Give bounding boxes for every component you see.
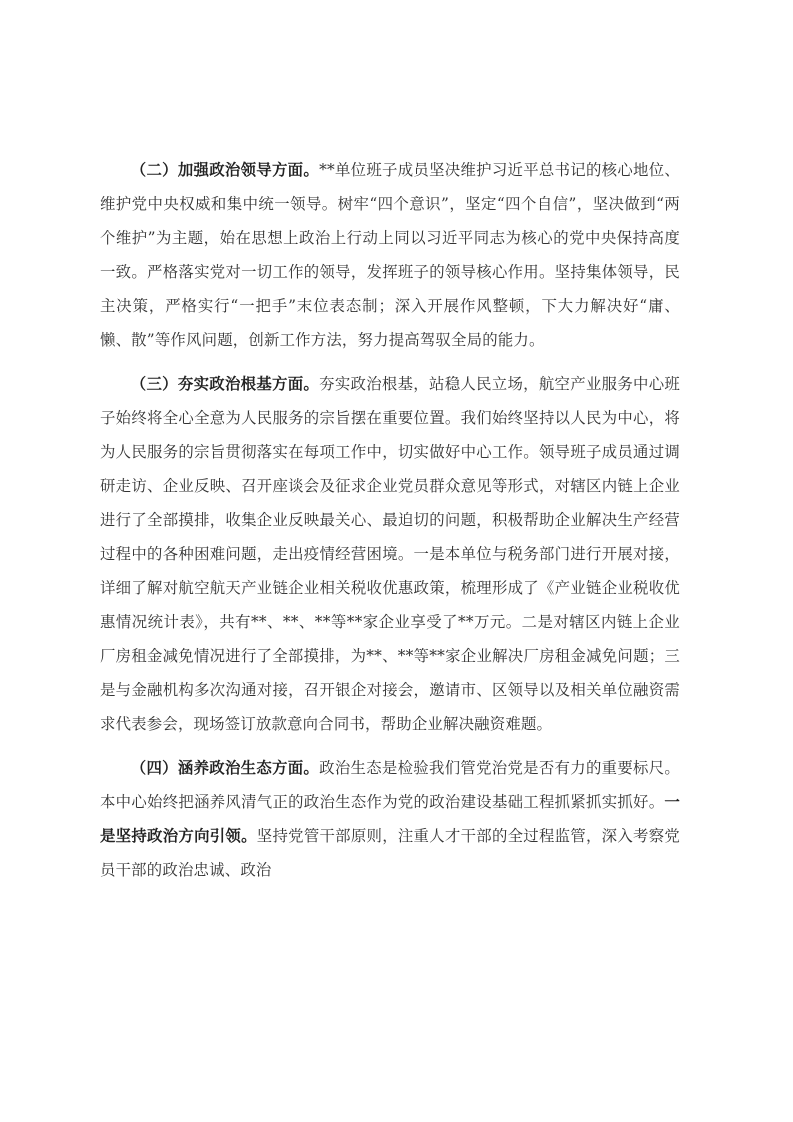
section-heading-4: （四）涵养政治生态方面。 [130,759,320,777]
paragraph-body: **单位班子成员坚决维护习近平总书记的核心地位、维护党中央权威和集中统一领导。树牢“四个意识”，坚定“四个自信”，坚决做到“两个维护”为主题，始在思想上政治上行动上同以习近平同志为核心的党中央保持高度一致。严格落实党对一切工作的领导，发挥班子的领导核心作用。坚持集体领导，民主决策，严格实行“一把手”末位表态制；深入开展作风整顿，下大力解决好“庸、懒、散”等作风问题，创新工作方法，努力提高驾驭全局的能力。 [100,161,680,349]
paragraph-body: 政治生态是检验我们管党治党是否有力的重要标尺。本中心始终把涵养风清气正的政治生态作为党的政治建设基础工程抓紧抓实抓好。 [100,759,681,811]
section-heading-2: （二）加强政治领导方面。 [130,161,320,179]
emphasis-text: 一是坚持政治方向引领。 [100,793,680,845]
paragraph-political-leadership [100,153,680,357]
section-heading-3: （三）夯实政治根基方面。 [130,375,320,393]
paragraph-tail: 坚持党管干部原则，注重人才干部的全过程监管，深入考察党员干部的政治忠诚、政治 [100,827,680,879]
paragraph-political-ecology [100,751,680,887]
document-page [100,153,680,897]
paragraph-political-foundation [100,367,680,741]
paragraph-body: 夯实政治根基，站稳人民立场，航空产业服务中心班子始终将全心全意为人民服务的宗旨摆在重要位置。我们始终坚持以人民为中心，将为人民服务的宗旨贯彻落实在每项工作中，切实做好中心工作。领导班子成员通过调研走访、企业反映、召开座谈会及征求企业党员群众意见等形式，对辖区内链上企业进行了全部摸排，收集企业反映最关心、最迫切的问题，积极帮助企业解决生产经营过程中的各种困难问题，走出疫情经营困境。一是本单位与税务部门进行开展对接，详细了解对航空航天产业链企业相关税收优惠政策，梳理形成了《产业链企业税收优惠情况统计表》，共有**、**、**等**家企业享受了**万元。二是对辖区内链上企业厂房租金减免情况进行了全部摸排，为**、**等**家企业解决厂房租金减免问题；三是与金融机构多次沟通对接，召开银企对接会，邀请市、区领导以及相关单位融资需求代表参会，现场签订放款意向合同书，帮助企业解决融资难题。 [100,375,681,733]
